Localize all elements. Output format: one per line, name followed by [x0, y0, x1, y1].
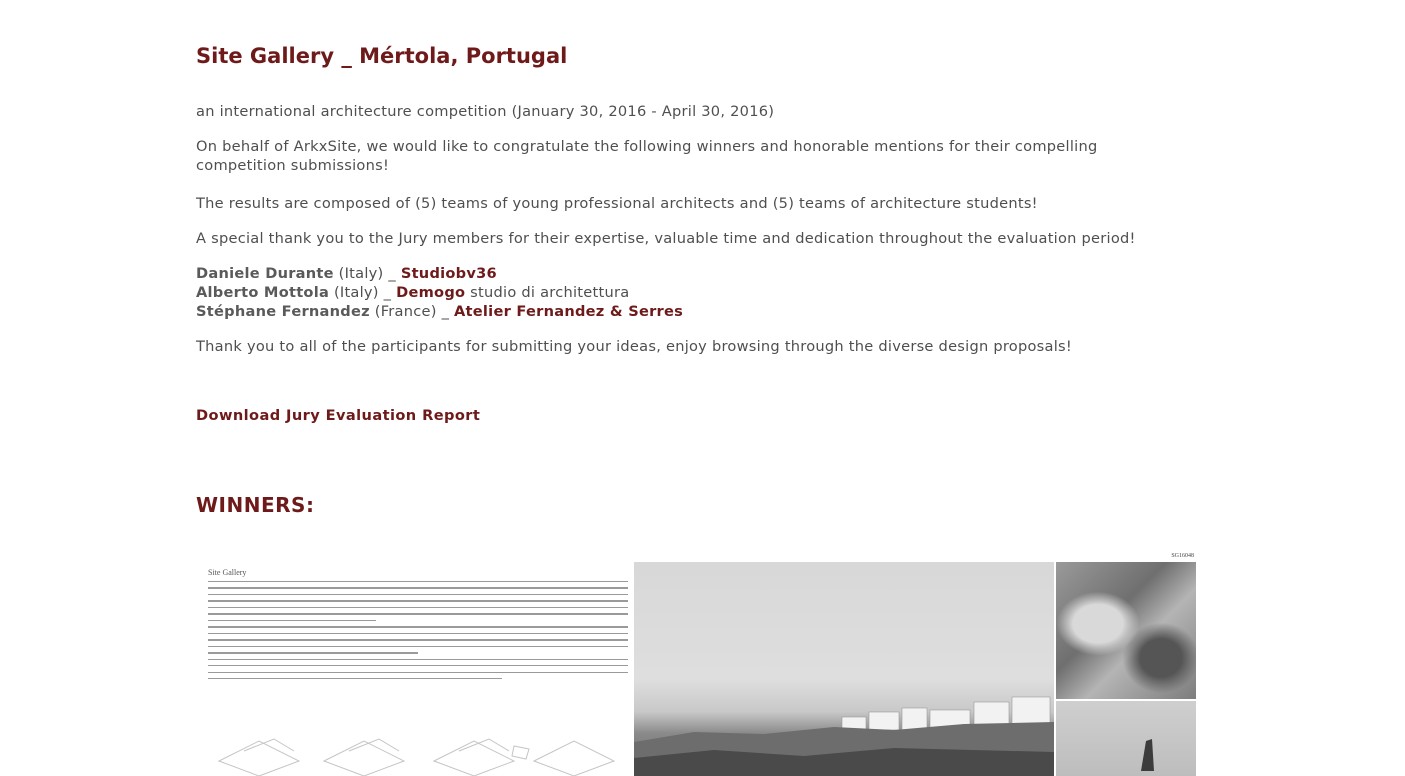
board-text-lines: [208, 581, 628, 679]
site-photo-main: [634, 562, 1054, 776]
jury-country: (Italy) _: [333, 265, 401, 282]
jury-name: Alberto Mottola: [196, 284, 330, 301]
jury-firm-link[interactable]: Demogo: [396, 284, 466, 301]
jury-member: [196, 283, 683, 302]
jury-member: [196, 264, 683, 283]
winners-heading: WINNERS:: [196, 493, 315, 517]
jury-firm-link[interactable]: Atelier Fernandez & Serres: [454, 303, 684, 320]
axonometric-diagrams: [214, 721, 624, 776]
download-report-link[interactable]: Download Jury Evaluation Report: [196, 407, 481, 424]
jury-name: Stéphane Fernandez: [196, 303, 370, 320]
site-detail-photo: [1056, 701, 1196, 776]
jury-country: (France) _: [369, 303, 455, 320]
board-code: SG16048: [1171, 553, 1194, 559]
jury-list: [196, 264, 683, 321]
winner-board-image[interactable]: [196, 553, 1196, 776]
results-paragraph: The results are composed of (5) teams of young professional architects and (5) teams of architecture students!: [196, 195, 1038, 212]
jury-member: [196, 302, 683, 321]
jury-name: Daniele Durante: [196, 265, 334, 282]
intro-paragraph: On behalf of ArkxSite, we would like to congratulate the following winners and honorable mentions for their compelling competition submissions!: [196, 138, 1098, 174]
site-aerial-photo: [1056, 562, 1196, 699]
participants-thanks-paragraph: Thank you to all of the participants for submitting your ideas, enjoy browsing through the diverse design proposals!: [196, 338, 1072, 355]
jury-firm-link[interactable]: Studiobv36: [400, 265, 497, 282]
page-title: Site Gallery _ Mértola, Portugal: [196, 44, 568, 68]
board-heading: Site Gallery: [208, 568, 247, 577]
jury-country: (Italy) _: [329, 284, 397, 301]
competition-subtitle: an international architecture competition (January 30, 2016 - April 30, 2016): [196, 103, 775, 120]
jury-thanks-paragraph: A special thank you to the Jury members for their expertise, valuable time and dedication throughout the evaluation period!: [196, 230, 1136, 247]
jury-firm-suffix: studio di architettura: [465, 284, 630, 301]
board-text-block: [208, 568, 628, 685]
